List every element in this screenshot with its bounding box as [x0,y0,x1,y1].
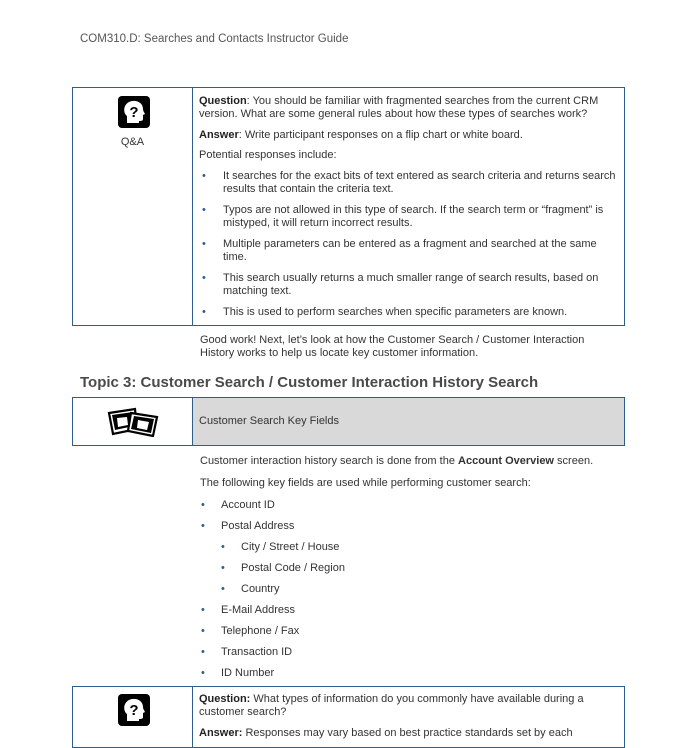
answer-paragraph [199,129,618,142]
answer-label: Answer [199,129,239,141]
qa-box [72,87,625,326]
list-item: • This is used to perform searches when specific parameters are known. [202,306,568,318]
topic-heading: Topic 3: Customer Search / Customer Interaction History Search [80,374,539,391]
svg-text:?: ? [129,702,139,719]
responses-list [199,170,618,319]
svg-text:?: ? [129,104,139,121]
search-intro-text: Customer interaction history search is done from the Account Overview screen. [200,455,594,467]
list-item: • ID Number [201,667,275,679]
good-work-text: Good work! Next, let’s look at how the Customer Search / Customer Interaction History works to help us locate key customer information. [200,334,585,359]
sub-list-item: • Postal Code / Region [221,562,345,574]
question-label: Question: [199,693,251,705]
list-item: • Multiple parameters can be entered as a fragment and searched at the same time. [202,238,597,263]
answer-text: : Write participant responses on a flip chart or white board. [238,129,523,141]
list-item: • Telephone / Fax [201,625,300,637]
question-text: : You should be familiar with fragmented searches from the current CRM version. What are some general rules about how these types of searches work? [199,95,599,120]
qa-content [199,95,618,327]
answer-paragraph [199,727,618,740]
answer-label: Answer: [199,727,243,739]
sub-list-item: • City / Street / House [221,541,340,553]
qa-icon-cell [73,687,193,747]
question-head-icon [118,694,150,726]
list-item: • Account ID [201,499,275,511]
question-label: Question [199,95,247,107]
potential-responses-intro: Potential responses include: [199,149,337,161]
list-item: • Transaction ID [201,646,293,658]
question-paragraph [199,95,618,121]
document-header: COM310.D: Searches and Contacts Instructor Guide [80,33,349,45]
qa-icon-cell [73,88,193,325]
fields-intro-text: The following key fields are used while performing customer search: [200,477,531,489]
list-item: • E-Mail Address [201,604,295,616]
slide-icon-cell [73,398,193,445]
qa-label: Q&A [120,136,145,148]
question-head-icon [118,96,150,128]
sub-list-item: • Country [221,583,280,595]
slide-box [72,397,625,446]
list-item: • Postal Address [201,520,295,532]
list-item: • Typos are not allowed in this type of search. If the search term or “fragment” is mistyped, it will return incorrect results. [202,204,604,229]
slide-title-cell [193,398,624,445]
list-item: • It searches for the exact bits of text entered as search criteria and returns search results that contain the criteria text. [202,170,616,195]
answer-text: Responses may vary based on best practice standards set by each [242,727,573,739]
qa-box-2 [72,686,625,748]
key-fields-list [201,499,345,688]
slides-icon [107,407,161,440]
question-text: What types of information do you commonly have available during a customer search? [199,693,584,718]
slide-title: Customer Search Key Fields [199,415,339,427]
list-item: • This search usually returns a much smaller range of search results, based on matching text. [202,272,599,297]
question-paragraph [199,693,618,719]
